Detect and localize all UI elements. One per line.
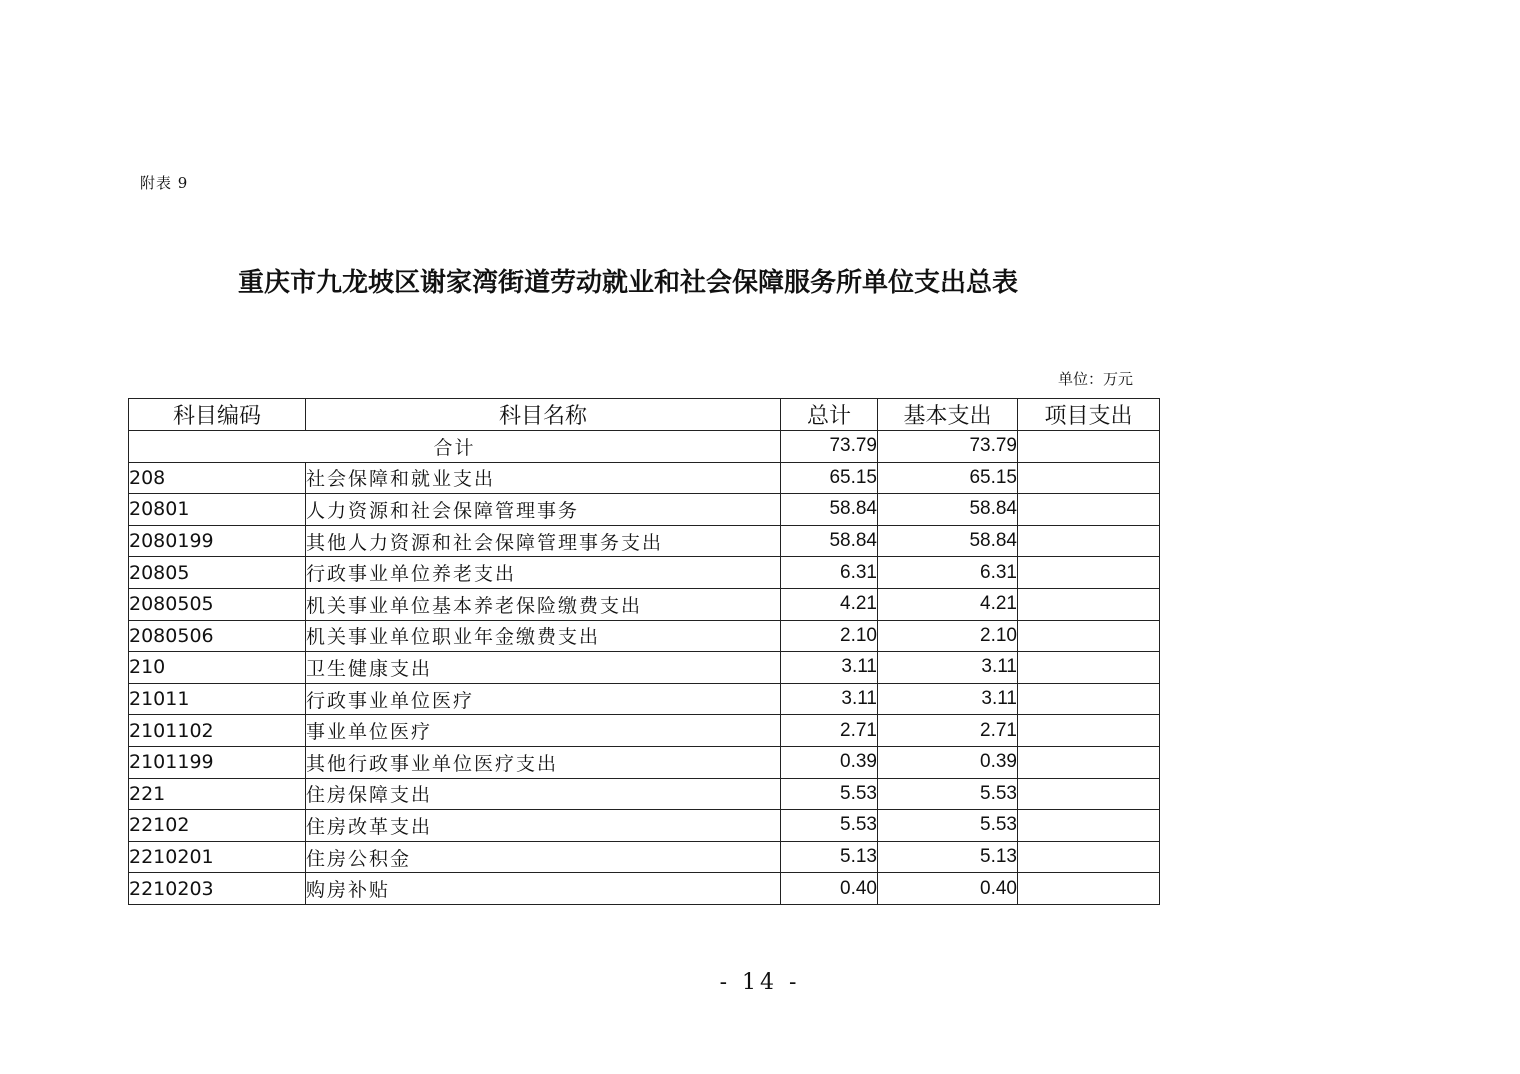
unit-label: 单位：万元 — [1058, 370, 1134, 388]
header-basic: 基本支出 — [878, 399, 1018, 431]
total-row — [129, 431, 1160, 463]
cell-code: 210 — [129, 652, 306, 684]
cell-code: 2210203 — [129, 873, 306, 905]
cell-basic: 0.39 — [878, 746, 1018, 778]
table-row — [129, 715, 1160, 747]
table-row — [129, 557, 1160, 589]
cell-project — [1018, 620, 1160, 652]
cell-project — [1018, 873, 1160, 905]
cell-name: 行政事业单位养老支出 — [306, 557, 781, 589]
cell-basic: 6.31 — [878, 557, 1018, 589]
page-number: - 14 - — [719, 970, 801, 995]
cell-total: 3.11 — [781, 683, 878, 715]
cell-name: 住房保障支出 — [306, 778, 781, 810]
cell-basic: 58.84 — [878, 525, 1018, 557]
header-code: 科目编码 — [129, 399, 306, 431]
table-row — [129, 462, 1160, 494]
cell-basic: 4.21 — [878, 588, 1018, 620]
cell-project — [1018, 746, 1160, 778]
cell-project — [1018, 462, 1160, 494]
cell-project — [1018, 652, 1160, 684]
cell-total: 58.84 — [781, 525, 878, 557]
cell-name: 其他行政事业单位医疗支出 — [306, 746, 781, 778]
cell-basic: 3.11 — [878, 652, 1018, 684]
header-name: 科目名称 — [306, 399, 781, 431]
cell-basic: 2.10 — [878, 620, 1018, 652]
cell-total: 2.10 — [781, 620, 878, 652]
table-row — [129, 746, 1160, 778]
cell-code: 2101102 — [129, 715, 306, 747]
table-row — [129, 810, 1160, 842]
cell-project — [1018, 494, 1160, 526]
cell-total: 0.40 — [781, 873, 878, 905]
cell-name: 购房补贴 — [306, 873, 781, 905]
cell-name: 卫生健康支出 — [306, 652, 781, 684]
cell-name: 其他人力资源和社会保障管理事务支出 — [306, 525, 781, 557]
cell-total: 5.53 — [781, 810, 878, 842]
cell-total: 5.13 — [781, 841, 878, 873]
table-row — [129, 652, 1160, 684]
cell-basic: 65.15 — [878, 462, 1018, 494]
cell-project — [1018, 841, 1160, 873]
appendix-label: 附表 9 — [140, 174, 189, 192]
cell-total: 58.84 — [781, 494, 878, 526]
cell-code: 2080506 — [129, 620, 306, 652]
cell-name: 社会保障和就业支出 — [306, 462, 781, 494]
cell-name: 住房改革支出 — [306, 810, 781, 842]
total-total: 73.79 — [781, 431, 878, 463]
page-title: 重庆市九龙坡区谢家湾街道劳动就业和社会保障服务所单位支出总表 — [238, 268, 1019, 298]
table-row — [129, 620, 1160, 652]
cell-code: 20801 — [129, 494, 306, 526]
cell-project — [1018, 525, 1160, 557]
cell-code: 21011 — [129, 683, 306, 715]
total-label: 合计 — [129, 431, 781, 463]
cell-name: 机关事业单位基本养老保险缴费支出 — [306, 588, 781, 620]
cell-name: 行政事业单位医疗 — [306, 683, 781, 715]
cell-name: 事业单位医疗 — [306, 715, 781, 747]
cell-basic: 5.53 — [878, 810, 1018, 842]
cell-basic: 5.13 — [878, 841, 1018, 873]
cell-code: 2080199 — [129, 525, 306, 557]
cell-code: 221 — [129, 778, 306, 810]
table-row — [129, 683, 1160, 715]
cell-total: 2.71 — [781, 715, 878, 747]
cell-total: 6.31 — [781, 557, 878, 589]
cell-code: 20805 — [129, 557, 306, 589]
cell-total: 0.39 — [781, 746, 878, 778]
table-row — [129, 588, 1160, 620]
cell-basic: 58.84 — [878, 494, 1018, 526]
cell-project — [1018, 683, 1160, 715]
header-project: 项目支出 — [1018, 399, 1160, 431]
cell-basic: 3.11 — [878, 683, 1018, 715]
cell-project — [1018, 588, 1160, 620]
table-row — [129, 494, 1160, 526]
cell-total: 4.21 — [781, 588, 878, 620]
cell-name: 机关事业单位职业年金缴费支出 — [306, 620, 781, 652]
table-row — [129, 778, 1160, 810]
cell-total: 3.11 — [781, 652, 878, 684]
cell-code: 2101199 — [129, 746, 306, 778]
cell-name: 住房公积金 — [306, 841, 781, 873]
cell-project — [1018, 778, 1160, 810]
cell-code: 208 — [129, 462, 306, 494]
table-header-row — [129, 399, 1160, 431]
total-project — [1018, 431, 1160, 463]
cell-basic: 2.71 — [878, 715, 1018, 747]
cell-code: 2210201 — [129, 841, 306, 873]
cell-project — [1018, 715, 1160, 747]
table-row — [129, 841, 1160, 873]
table-row — [129, 525, 1160, 557]
cell-total: 5.53 — [781, 778, 878, 810]
expenditure-table — [128, 398, 1160, 905]
cell-project — [1018, 557, 1160, 589]
total-basic: 73.79 — [878, 431, 1018, 463]
cell-project — [1018, 810, 1160, 842]
cell-total: 65.15 — [781, 462, 878, 494]
cell-basic: 0.40 — [878, 873, 1018, 905]
header-total: 总计 — [781, 399, 878, 431]
table-row — [129, 873, 1160, 905]
cell-code: 2080505 — [129, 588, 306, 620]
cell-name: 人力资源和社会保障管理事务 — [306, 494, 781, 526]
cell-basic: 5.53 — [878, 778, 1018, 810]
cell-code: 22102 — [129, 810, 306, 842]
